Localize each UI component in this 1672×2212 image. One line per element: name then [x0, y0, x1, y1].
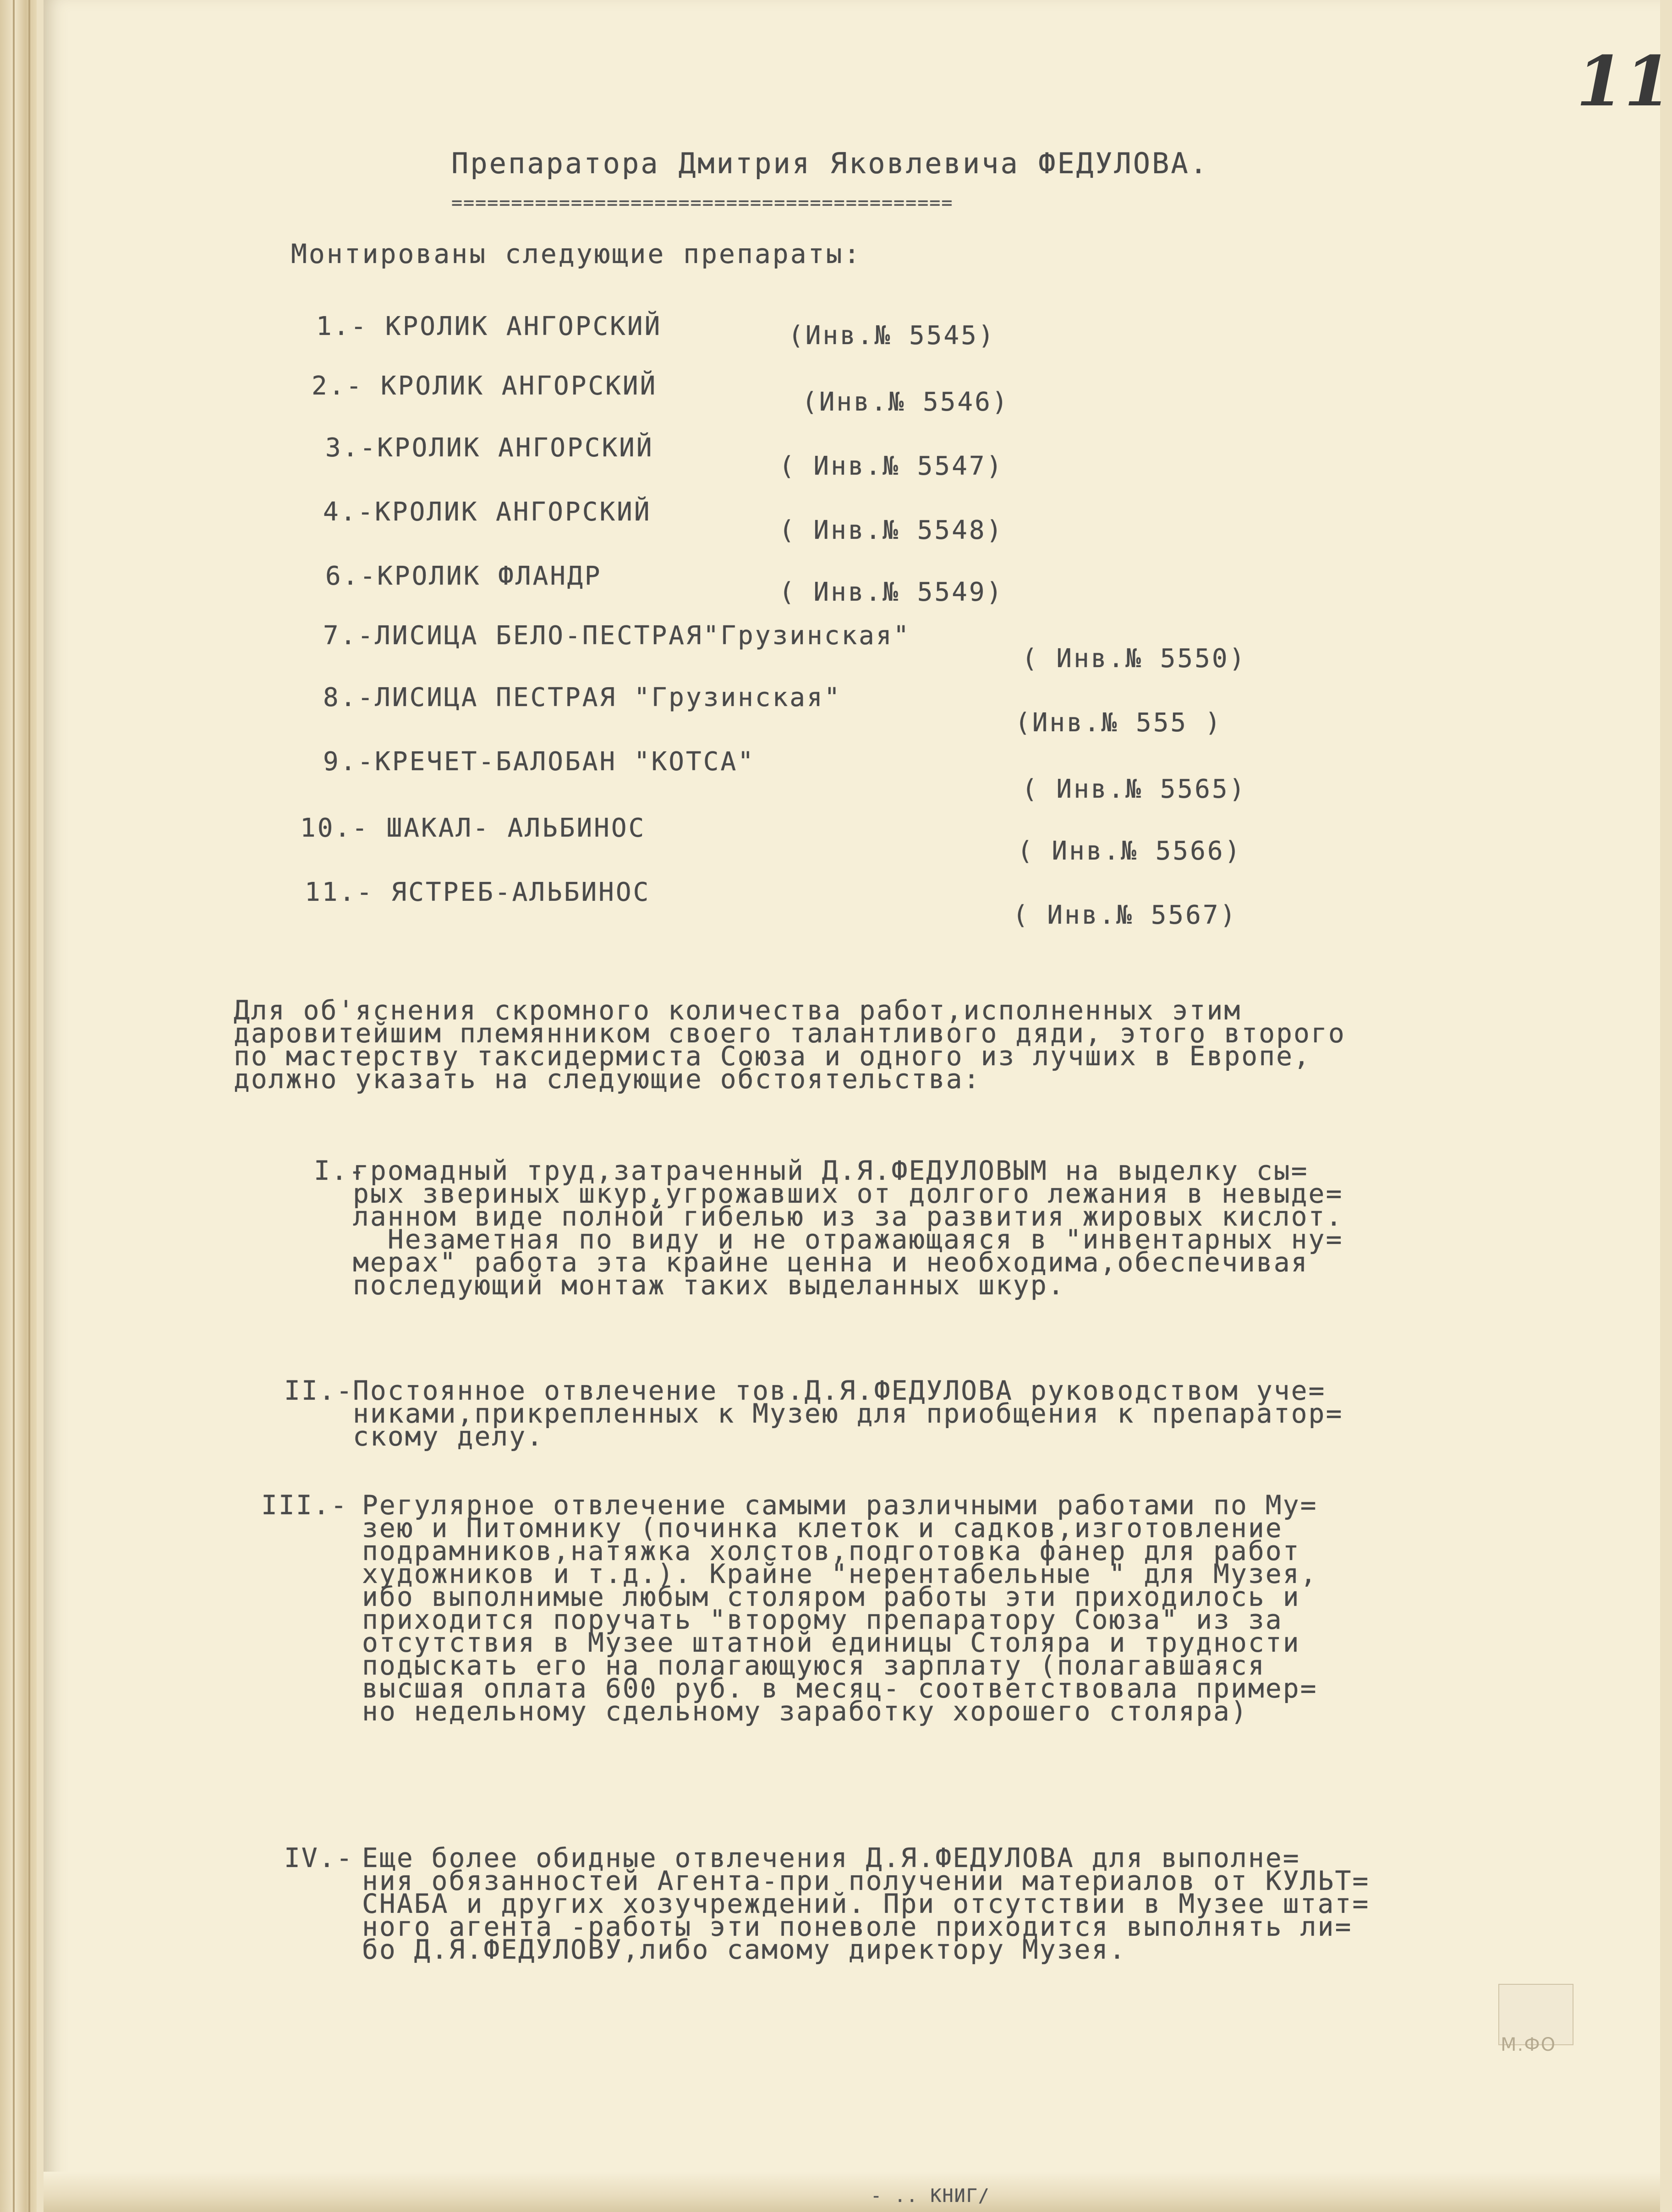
item-label: 3.-КРОЛИК АНГОРСКИЙ: [325, 433, 654, 463]
next-page-fragment: - .. КНИГ/: [871, 2185, 990, 2207]
item-inventory: ( Инв.№ 5565): [1022, 774, 1247, 804]
item-inventory: ( Инв.№ 5547): [779, 451, 1004, 481]
item-inventory: ( Инв.№ 5566): [1017, 836, 1242, 866]
item-label: 9.-КРЕЧЕТ-БАЛОБАН "КОТСА": [323, 747, 755, 777]
archive-stamp-text: М.ФО: [1501, 2034, 1557, 2055]
point-number: I.-: [314, 1155, 366, 1186]
point-text: Регулярное отвлечение самыми различными работами по Му= зею и Питомнику (починка клеток и садков,изготовление подрамников,натяжка холстов,подготовка фанер для работ художников и т.д.). Крайне "нерентабельные " для Музея, ибо выполнимые любым столяром работы эти приходилось и приходится поручать "второму препаратору Союза" из за отсутствия в Музее штатной единицы Столяра и трудности подыскать его на полагающуюся зарплату (полагавшаяся высшая оплата 600 руб. в месяц- соответствовала пример= но недельному сдельному заработку хорошего столяра): [362, 1489, 1318, 1727]
item-label: 2.- КРОЛИК АНГОРСКИЙ: [312, 371, 658, 401]
item-inventory: (Инв.№ 5546): [802, 387, 1009, 417]
binding-line: [13, 0, 15, 2212]
intro-line: Монтированы следующие препараты:: [291, 238, 862, 269]
item-label: 10.- ШАКАЛ- АЛЬБИНОС: [300, 813, 646, 843]
item-inventory: ( Инв.№ 5550): [1022, 644, 1247, 673]
binding-line: [28, 0, 30, 2212]
item-inventory: ( Инв.№ 5549): [779, 577, 1004, 607]
item-inventory: ( Инв.№ 5548): [779, 515, 1004, 545]
point-text: Постоянное отвлечение тов.Д.Я.ФЕДУЛОВА руководством уче= никами,прикрепленных к Музею для приобщения к препаратор= скому делу.: [353, 1375, 1343, 1452]
explanation-paragraph: Для об'яснения скромного количества работ,исполненных этим даровитейшим племянником своего талантливого дяди, этого второго по мастерству таксидермиста Союза и одного из лучших в Европе, должно указать на следующие обстоятельства:: [234, 995, 1346, 1095]
point-number: II.-: [284, 1375, 354, 1406]
item-inventory: (Инв.№ 555 ): [1015, 708, 1222, 738]
item-label: 8.-ЛИСИЦА ПЕСТРАЯ "Грузинская": [323, 683, 842, 712]
heading-underline: ==========================================: [451, 192, 954, 214]
page-bottom-edge: [44, 2172, 1660, 2212]
point-text: Еще более обидные отвлечения Д.Я.ФЕДУЛОВА для выполне= ния обязанностей Агента-при получении материалов от КУЛЬТ= СНАБА и других хозучреждений. При отсутствии в Музее штат= ного агента -работы эти поневоле приходится выполнять ли= бо Д.Я.ФЕДУЛОВУ,либо самому директору Музея.: [362, 1842, 1370, 1965]
point-number: IV.-: [284, 1842, 354, 1873]
item-label: 6.-КРОЛИК ФЛАНДР: [325, 561, 602, 591]
item-label: 4.-КРОЛИК АНГОРСКИЙ: [323, 497, 652, 527]
item-label: 11.- ЯСТРЕБ-АЛЬБИНОС: [305, 877, 651, 907]
page-number: 11: [1576, 41, 1672, 122]
item-label: 1.- КРОЛИК АНГОРСКИЙ: [316, 312, 662, 341]
document-heading: Препаратора Дмитрия Яковлевича ФЕДУЛОВА.: [451, 147, 1209, 180]
binding-edge: [0, 0, 37, 2212]
item-inventory: (Инв.№ 5545): [788, 321, 996, 350]
item-label: 7.-ЛИСИЦА БЕЛО-ПЕСТРАЯ"Грузинская": [323, 621, 911, 651]
point-number: III.-: [261, 1489, 348, 1521]
item-inventory: ( Инв.№ 5567): [1013, 900, 1238, 930]
point-text: громадный труд,затраченный Д.Я.ФЕДУЛОВЫМ на выделку сы= рых звериных шкур,угрожавших от долгого лежания в невыде= ланном виде полной гибелью из за развития жировых кислот. Незаметная по виду и не отражающаяся в "инвентарных ну= мерах" работа эта крайне ценна и необходима,обеспечивая последующий монтаж таких выделанных шкур.: [353, 1155, 1343, 1301]
